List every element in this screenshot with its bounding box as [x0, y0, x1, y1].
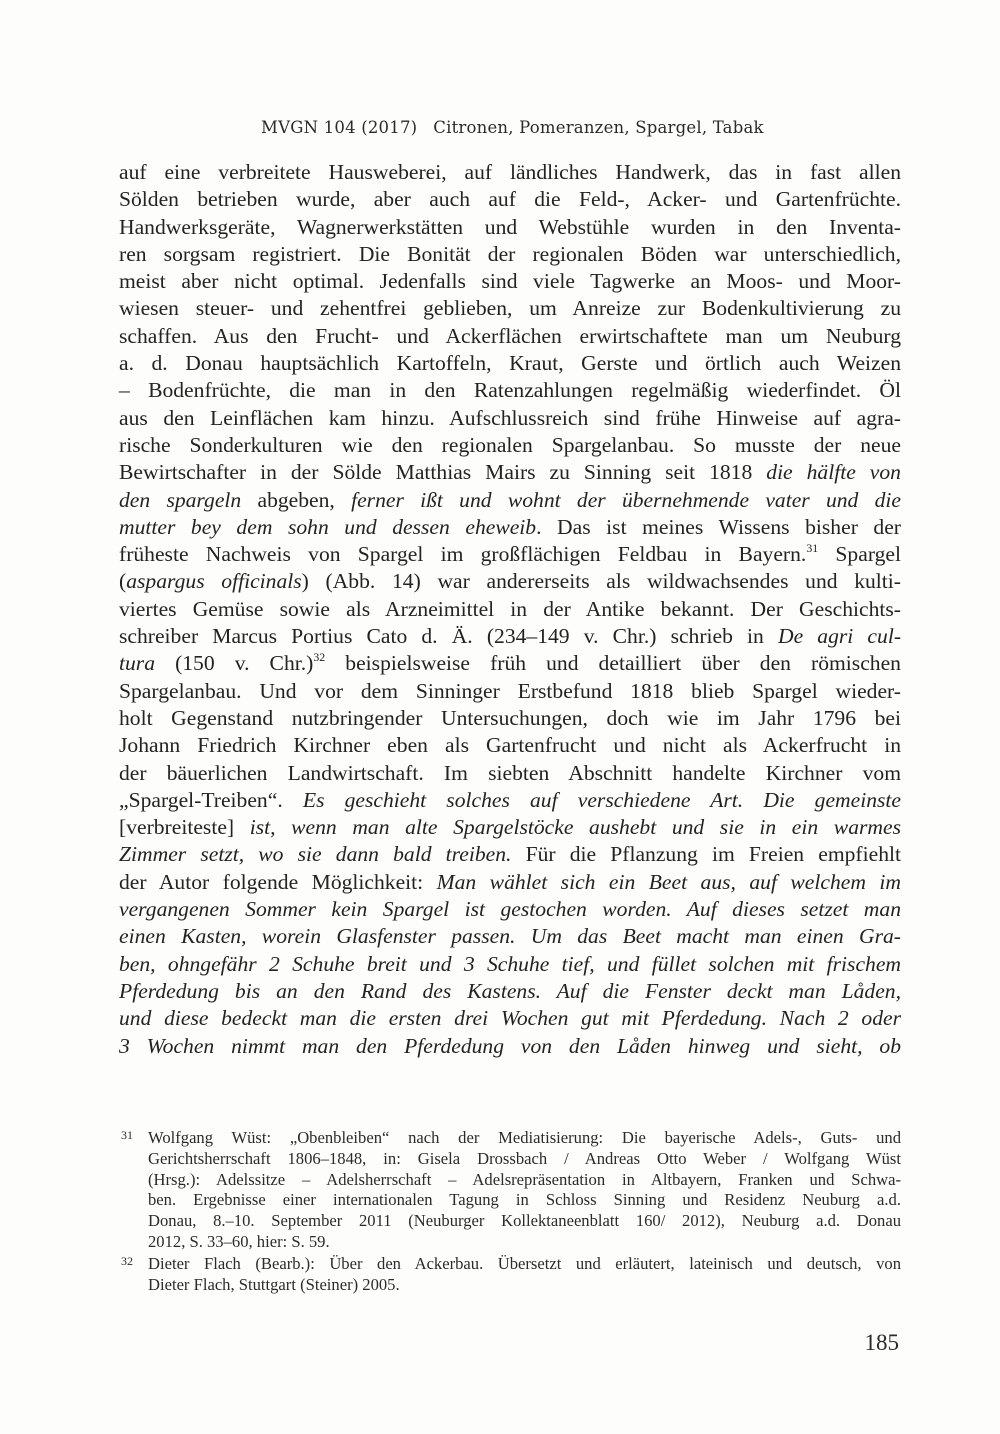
text-run: [verbreiteste]	[119, 815, 235, 840]
text-run: beispielsweise früh und detailliert über den römischen	[345, 651, 901, 676]
footnote-line: 2012, S. 33–60, hier: S. 59.	[148, 1231, 330, 1251]
footnote-line: Dieter Flach (Bearb.): Über den Ackerbau. Übersetzt und erläutert, lateinisch und deutsch, von	[148, 1253, 901, 1273]
text-run: (	[119, 569, 127, 594]
text-line: der bäuerlichen Landwirtschaft. Im siebten Abschnitt handelte Kirchner vom	[119, 760, 901, 785]
text-line	[119, 896, 901, 923]
text-line: Spargelanbau. Und vor dem Sinninger Erstbefund 1818 blieb Spargel wieder-	[119, 678, 901, 703]
text-line: Handwerksgeräte, Wagnerwerkstätten und Webstühle wurden in den Inventa-	[119, 214, 901, 239]
footnote-number: 31	[121, 1128, 133, 1142]
footnote-line: (Hrsg.): Adelssitze – Adelsherrschaft – Adelsrepräsentation in Altbayern, Franken und Schwa-	[148, 1169, 901, 1189]
text-run: Für die Pflanzung im Freien empfiehlt	[525, 842, 901, 867]
text-line	[119, 814, 901, 841]
footnote-line: ben. Ergebnisse einer internationalen Tagung in Schloss Sinning und Residenz Neuburg a.d.	[148, 1190, 901, 1210]
text-run: Spargel	[835, 542, 901, 567]
main-text	[119, 159, 901, 1060]
text-line	[119, 568, 901, 595]
text-line	[119, 841, 901, 868]
text-line: – Bodenfrüchte, die man in den Ratenzahlungen regelmäßig wiederfindet. Öl	[119, 378, 901, 403]
text-run: (150 v. Chr.)	[175, 651, 314, 676]
quote-italic: ist, wenn man alte Spargelstöcke aushebt und sie in ein warmes	[249, 815, 901, 840]
text-line	[119, 623, 901, 650]
footnote-text	[148, 1128, 901, 1253]
quote-italic: einen Kasten, worein Glasfenster passen. Um das Beet macht man einen Gra-	[119, 924, 901, 949]
quote-italic: Man wählet sich ein Beet aus, auf welchem im	[436, 869, 901, 894]
text-line	[119, 869, 901, 896]
quote-italic: 3 Wochen nimmt man den Pferdedung von den Låden hinweg und sieht, ob	[119, 1033, 901, 1058]
footnote-31	[119, 1128, 901, 1253]
text-line	[119, 514, 901, 541]
quote-italic: ferner ißt und wohnt der übernehmende vater und die	[351, 487, 901, 512]
text-line: ren sorgsam registriert. Die Bonität der regionalen Böden war unterschiedlich,	[119, 241, 901, 266]
quote-italic: und diese bedeckt man die ersten drei Wochen gut mit Pferdedung. Nach 2 oder	[119, 1006, 901, 1031]
book-title-italic: De agri cul-	[778, 624, 902, 649]
text-line	[119, 459, 901, 486]
text-run: der Autor folgende Möglichkeit:	[119, 869, 424, 894]
quote-italic: die hälfte von	[766, 460, 901, 485]
text-run: ) (Abb. 14) war andererseits als wildwachsendes und kulti-	[301, 569, 902, 594]
quote-italic: mutter bey dem sohn und dessen eheweib	[119, 514, 537, 539]
quote-italic: ben, ohngefähr 2 Schuhe breit und 3 Schuhe tief, und füllet solchen mit frischem	[119, 951, 901, 976]
text-line: meist aber nicht optimal. Jedenfalls sind viele Tagwerke an Moos- und Moor-	[119, 269, 901, 294]
text-line	[119, 951, 901, 978]
text-line	[119, 787, 901, 814]
footnote-line: Donau, 8.–10. September 2011 (Neuburger Kollektaneenblatt 160/ 2012), Neuburg a.d. Donau	[148, 1211, 901, 1231]
text-run: früheste Nachweis von Spargel im großflächigen Feldbau in Bayern.	[119, 542, 807, 567]
page-number: 185	[864, 1330, 899, 1355]
footnote-ref-32[interactable]: 32	[313, 650, 326, 665]
text-run: schreiber Marcus Portius Cato d. Ä. (234–149 v. Chr.) schrieb in	[119, 624, 764, 649]
text-line: auf eine verbreitete Hausweberei, auf ländliches Handwerk, das in fast allen	[119, 160, 901, 184]
text-line	[119, 487, 901, 514]
book-title-italic: tura	[119, 651, 155, 676]
quote-italic: den spargeln	[119, 487, 242, 512]
text-line: viertes Gemüse sowie als Arzneimittel in der Antike bekannt. Der Geschichts-	[119, 596, 901, 621]
text-run: abgeben,	[257, 487, 335, 512]
text-line: Sölden betrieben wurde, aber auch auf die Feld-, Acker- und Gartenfrüchte.	[119, 187, 901, 212]
text-line	[119, 1033, 901, 1060]
quote-italic: Pferdedung bis an den Rand des Kastens. Auf die Fenster deckt man Låden,	[119, 978, 901, 1003]
text-run: „Spargel-Treiben“.	[119, 787, 283, 812]
text-line: holt Gegenstand nutzbringender Untersuchungen, doch wie im Jahr 1796 bei	[119, 705, 901, 730]
footnote-line: Gerichtsherrschaft 1806–1848, in: Gisela Drossbach / Andreas Otto Weber / Wolfgang Wüst	[148, 1148, 901, 1168]
footnote-line: Wolfgang Wüst: „Obenbleiben“ nach der Mediatisierung: Die bayerische Adels-, Guts- und	[148, 1128, 901, 1147]
text-line	[119, 1005, 901, 1032]
text-run: . Das ist meines Wissens bisher der	[536, 514, 901, 539]
footnote-32	[119, 1254, 901, 1296]
quote-italic: Es geschieht solches auf verschiedene Art. Die gemeinste	[302, 787, 902, 812]
quote-italic: Zimmer setzt, wo sie dann bald treiben.	[119, 842, 512, 867]
footnote-text	[148, 1254, 901, 1296]
journal-reference: MVGN 104 (2017)	[261, 118, 418, 137]
text-line	[119, 978, 901, 1005]
text-line: a. d. Donau hauptsächlich Kartoffeln, Kraut, Gerste und örtlich auch Weizen	[119, 351, 901, 376]
text-line: rische Sonderkulturen wie den regionalen Spargelanbau. So musste der neue	[119, 432, 901, 457]
latin-name-italic: aspargus officinals	[126, 569, 302, 594]
text-line	[119, 541, 901, 568]
footnotes	[119, 1128, 901, 1296]
text-line	[119, 650, 901, 677]
footnote-number: 32	[121, 1253, 133, 1268]
text-line: aus den Leinflächen kam hinzu. Aufschlussreich sind frühe Hinweise auf agra-	[119, 405, 901, 430]
text-run: Bewirtschafter in der Sölde Matthias Mairs zu Sinning seit 1818	[119, 460, 753, 485]
text-line: Johann Friedrich Kirchner eben als Gartenfrucht und nicht als Ackerfrucht in	[119, 733, 901, 758]
quote-italic: vergangenen Sommer kein Spargel ist gestochen worden. Auf dieses setzet man	[119, 897, 901, 922]
running-header	[261, 118, 781, 137]
footnote-line: Dieter Flach, Stuttgart (Steiner) 2005.	[148, 1274, 400, 1294]
article-short-title: Citronen, Pomeranzen, Spargel, Tabak	[433, 118, 764, 137]
text-line	[119, 923, 901, 950]
footnote-ref-31[interactable]: 31	[806, 541, 819, 556]
text-line: schaffen. Aus den Frucht- und Ackerflächen erwirtschaftete man um Neuburg	[119, 323, 901, 348]
text-line: wiesen steuer- und zehentfrei geblieben, um Anreize zur Bodenkultivierung zu	[119, 296, 901, 321]
